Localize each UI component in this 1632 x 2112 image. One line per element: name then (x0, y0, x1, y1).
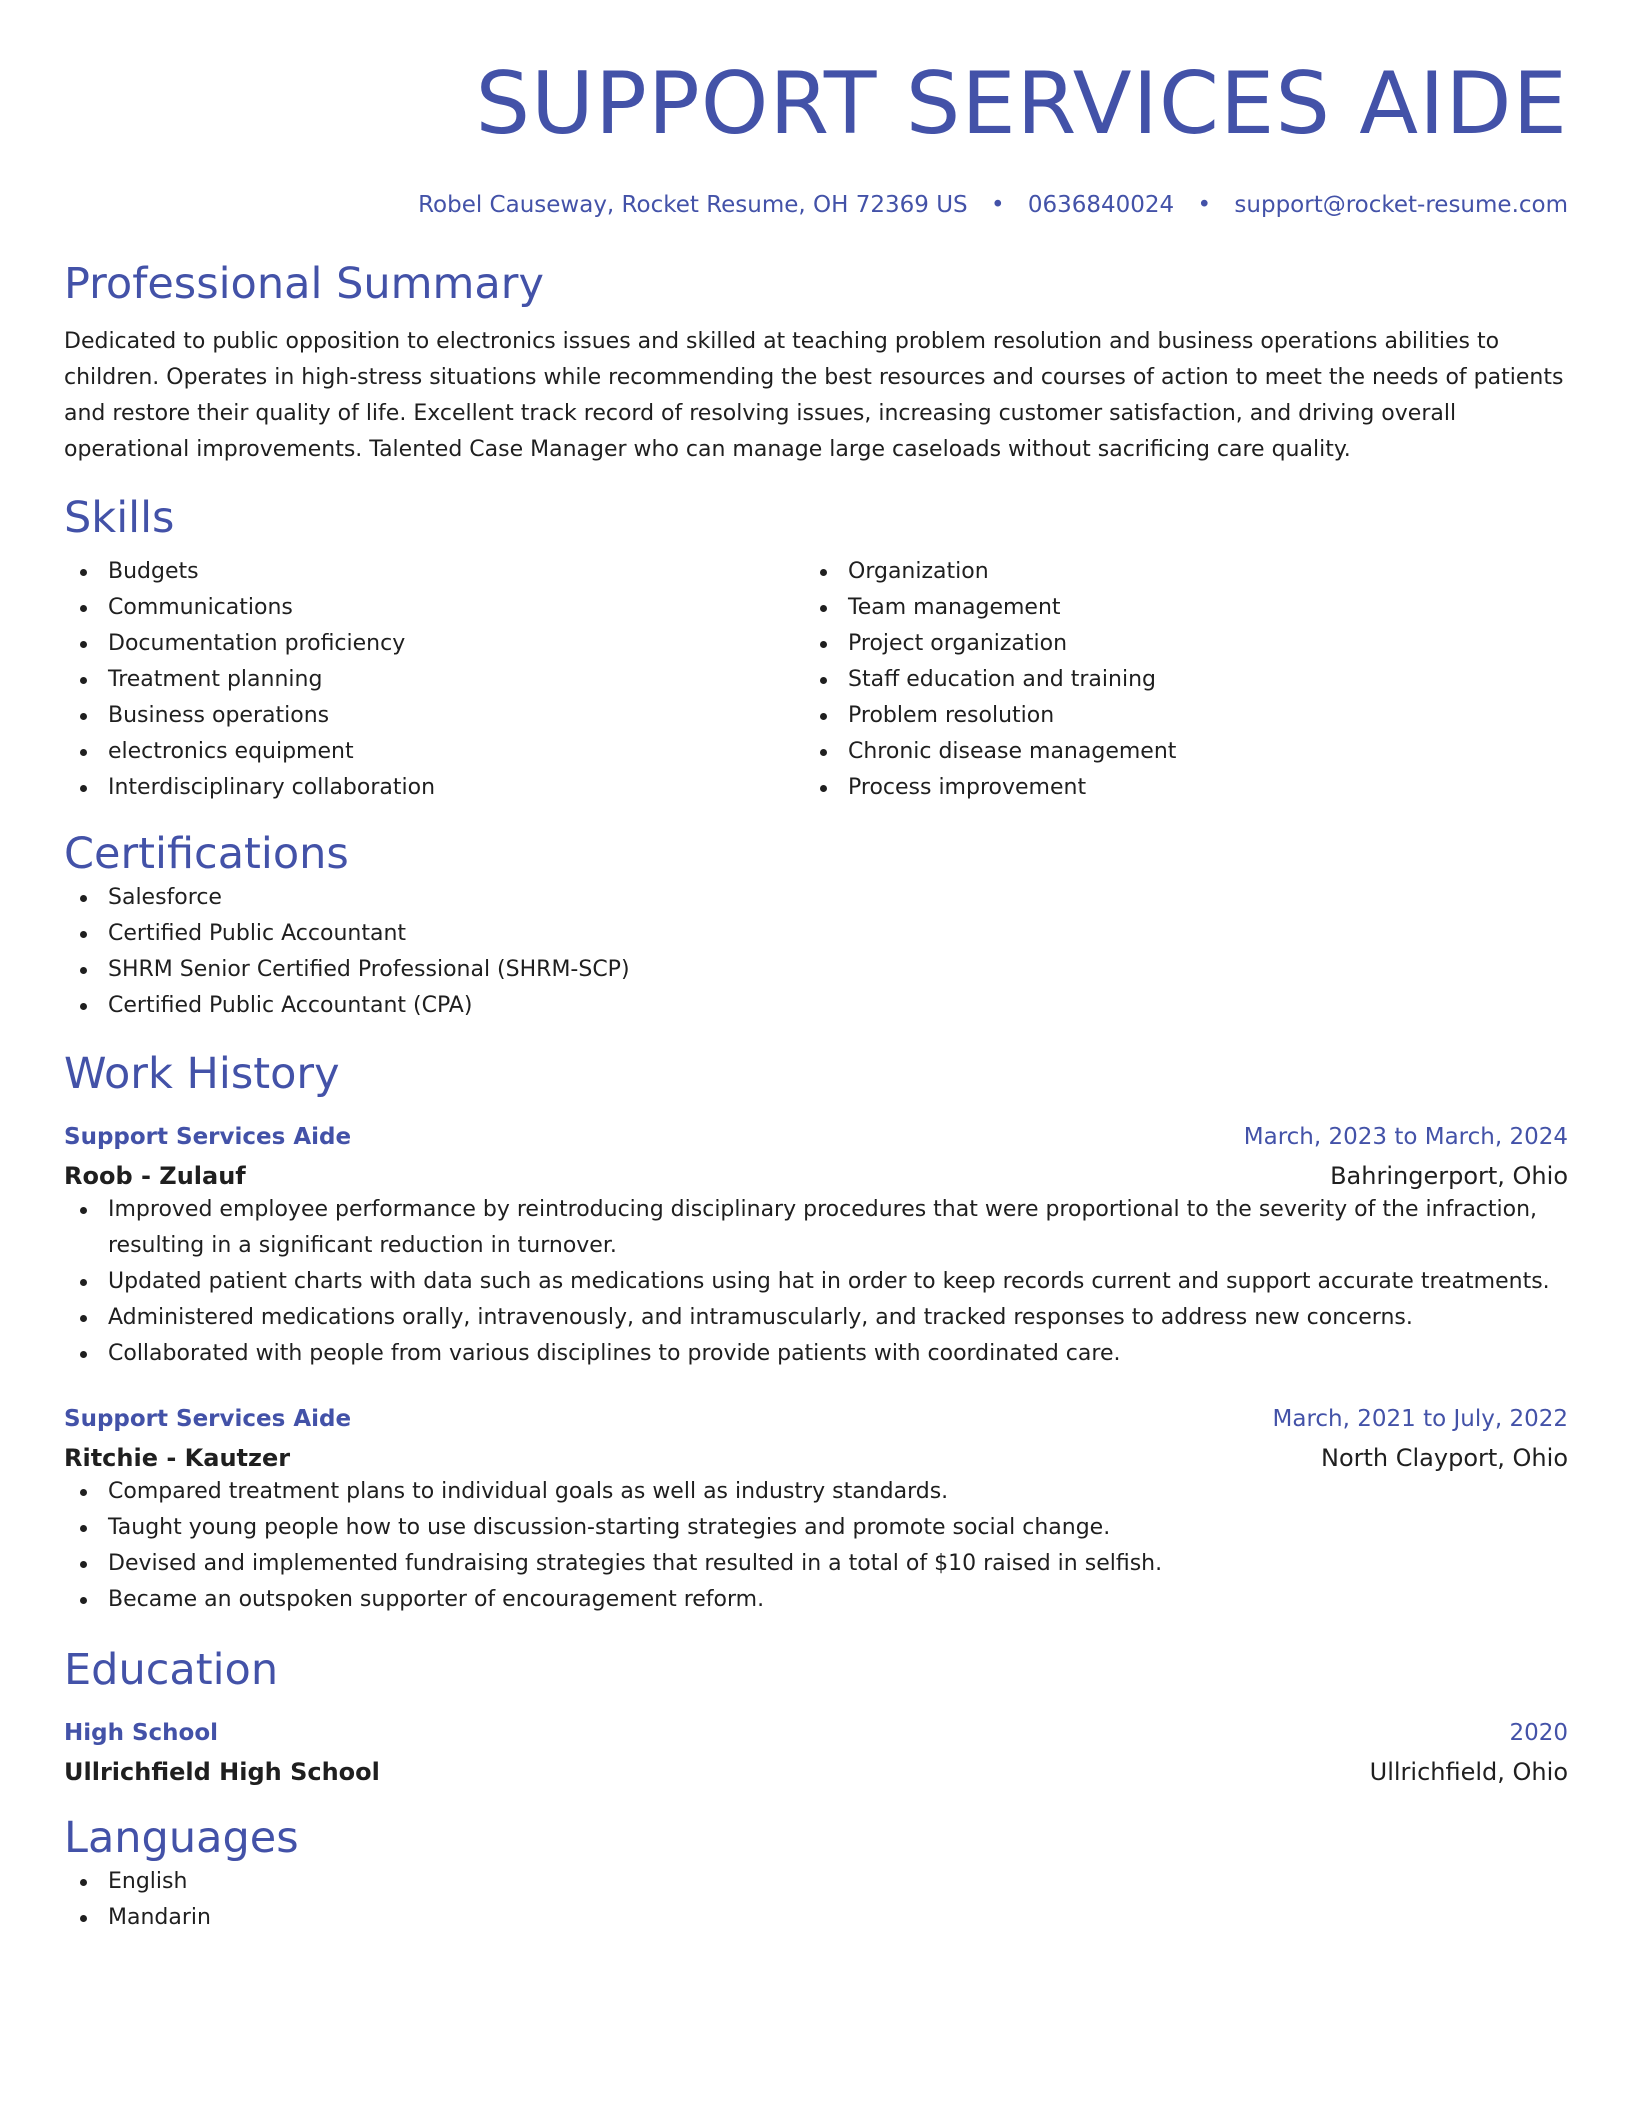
work-history-heading: Work History (64, 1049, 340, 1099)
employer-row (64, 1442, 1568, 1474)
certifications-heading: Certifications (64, 829, 349, 879)
job-duty: Improved employee performance by reintroducing disciplinary procedures that were proportional to the severity of the infraction, resulting in a significant reduction in turnover. (64, 1192, 1568, 1264)
skill-item: Organization (804, 554, 1544, 590)
school-row (64, 1756, 1568, 1788)
skill-item: Team management (804, 590, 1544, 626)
skill-item: Communications (64, 590, 804, 626)
job-title-row (64, 1122, 1568, 1152)
education-entry (64, 1718, 1568, 1788)
job-duty: Administered medications orally, intravenously, and intramuscularly, and tracked responses to address new concerns. (64, 1300, 1568, 1336)
skills-list-right (804, 554, 1544, 806)
skills-columns (64, 554, 1568, 806)
skill-item: Problem resolution (804, 698, 1544, 734)
languages-list (64, 1864, 1568, 1936)
language-item: English (64, 1864, 1568, 1900)
certification-item: SHRM Senior Certified Professional (SHRM-SCP) (64, 952, 1568, 988)
contact-separator: • (1197, 192, 1212, 218)
summary-heading: Professional Summary (64, 259, 544, 309)
job-duty: Collaborated with people from various disciplines to provide patients with coordinated care. (64, 1336, 1568, 1372)
summary-text: Dedicated to public opposition to electronics issues and skilled at teaching problem resolution and business operations abilities to children. Operates in high-stress situations while recommending the best resources and courses of action to meet the needs of patients and restore their quality of life. Excellent track record of resolving issues, increasing customer satisfaction, and driving overall operational improvements. Talented Case Manager who can manage large caseloads without sacrificing care quality. (64, 329, 1564, 462)
skill-item: Process improvement (804, 770, 1544, 806)
contact-email: support@rocket-resume.com (1234, 192, 1568, 218)
job-title: Support Services Aide (64, 1406, 352, 1432)
job-duty: Devised and implemented fundraising strategies that resulted in a total of $10 raised in selfish. (64, 1546, 1568, 1582)
employer-name: Roob - Zulauf (64, 1162, 246, 1190)
skill-item: Interdisciplinary collaboration (64, 770, 804, 806)
job-duty: Taught young people how to use discussion-starting strategies and promote social change. (64, 1510, 1568, 1546)
school-location: Ullrichfield, Ohio (1369, 1758, 1568, 1786)
job-dates: March, 2021 to July, 2022 (1272, 1406, 1568, 1432)
languages-heading: Languages (64, 1813, 299, 1863)
employer-name: Ritchie - Kautzer (64, 1444, 291, 1472)
certification-item: Certified Public Accountant (64, 916, 1568, 952)
job-duty: Became an outspoken supporter of encouragement reform. (64, 1582, 1568, 1618)
skill-item: Staff education and training (804, 662, 1544, 698)
job-duties-list (64, 1192, 1568, 1372)
job-duties-list (64, 1474, 1568, 1618)
degree-row (64, 1718, 1568, 1748)
job-duty: Updated patient charts with data such as medications using hat in order to keep records current and support accurate treatments. (64, 1264, 1568, 1300)
education-heading: Education (64, 1645, 279, 1695)
job-location: North Clayport, Ohio (1321, 1444, 1568, 1472)
skills-heading: Skills (64, 493, 175, 543)
contact-line (64, 190, 1568, 220)
contact-phone: 0636840024 (1027, 192, 1175, 218)
contact-address: Robel Causeway, Rocket Resume, OH 72369 US (418, 192, 968, 218)
certification-item: Salesforce (64, 880, 1568, 916)
certifications-list (64, 880, 1568, 1024)
degree-name: High School (64, 1720, 219, 1746)
job-title-row (64, 1404, 1568, 1434)
skill-item: Budgets (64, 554, 804, 590)
certification-item: Certified Public Accountant (CPA) (64, 988, 1568, 1024)
skill-item: Treatment planning (64, 662, 804, 698)
job-duty: Compared treatment plans to individual goals as well as industry standards. (64, 1474, 1568, 1510)
job-entry (64, 1122, 1568, 1372)
skill-item: electronics equipment (64, 734, 804, 770)
graduation-year: 2020 (1509, 1720, 1568, 1746)
skill-item: Documentation proficiency (64, 626, 804, 662)
employer-row (64, 1160, 1568, 1192)
candidate-title: SUPPORT SERVICES AIDE (475, 54, 1568, 154)
school-name: Ullrichfield High School (64, 1758, 380, 1786)
skill-item: Project organization (804, 626, 1544, 662)
skill-item: Business operations (64, 698, 804, 734)
skill-item: Chronic disease management (804, 734, 1544, 770)
job-location: Bahringerport, Ohio (1330, 1162, 1568, 1190)
contact-separator: • (990, 192, 1005, 218)
job-entry (64, 1404, 1568, 1618)
language-item: Mandarin (64, 1900, 1568, 1936)
job-title: Support Services Aide (64, 1124, 352, 1150)
skills-list-left (64, 554, 804, 806)
job-dates: March, 2023 to March, 2024 (1243, 1124, 1568, 1150)
